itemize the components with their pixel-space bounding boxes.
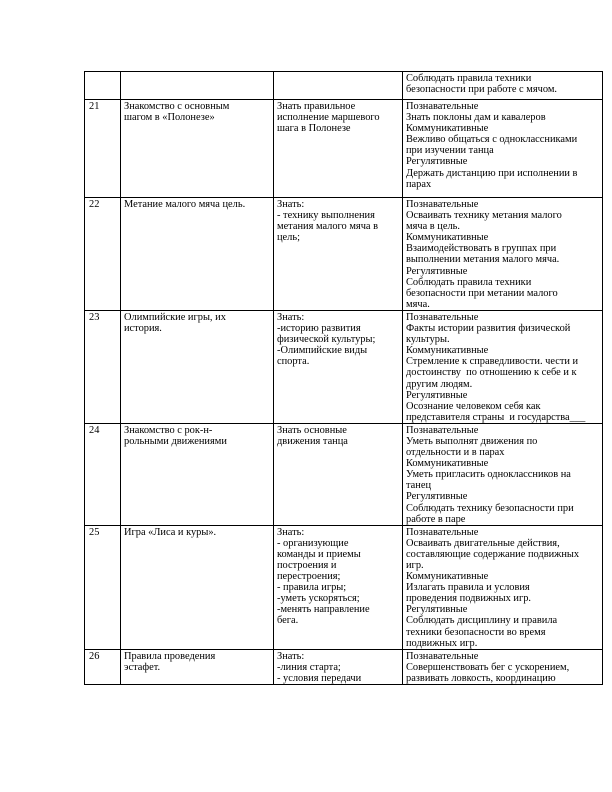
text-line: Регулятивные	[406, 265, 468, 277]
text-line: мяча.	[406, 298, 430, 310]
cell-knowledge	[274, 423, 403, 525]
cell-topic	[121, 423, 274, 525]
cell-number: 24	[85, 423, 121, 525]
text-line: Знакомство с рок-н-	[124, 424, 213, 436]
text-line: эстафет.	[124, 661, 161, 673]
text-line: - условия передачи	[277, 672, 362, 684]
cell-number: 26	[85, 649, 121, 684]
text-line: развивать ловкость, координацию	[406, 672, 556, 684]
text-line: история.	[124, 323, 162, 335]
text-line: Коммуникативные	[406, 123, 489, 135]
text-line: Познавательные	[406, 311, 479, 323]
text-line: игр.	[406, 560, 424, 571]
text-line: работе в паре	[406, 513, 466, 525]
cell-number: 21	[85, 100, 121, 198]
cell-skills	[403, 72, 603, 100]
text-line: Излагать правила и условия	[406, 582, 530, 594]
text-line: представителя страны и государства___	[406, 411, 586, 423]
table-row	[85, 525, 603, 649]
text-line: Знать:	[277, 311, 305, 323]
text-line: - организующие	[277, 537, 349, 549]
text-line: парах	[406, 178, 432, 190]
text-line: Игра «Лиса и куры».	[124, 526, 217, 538]
text-line: Коммуникативные	[406, 345, 489, 357]
text-line: Стремление к справедливости. чести и	[406, 356, 579, 368]
cell-skills	[403, 525, 603, 649]
table-row	[85, 310, 603, 423]
cell-topic	[121, 310, 274, 423]
cell-knowledge	[274, 100, 403, 198]
text-line: Вежливо общаться с одноклассниками	[406, 134, 578, 146]
text-line: Уметь выполнят движения по	[406, 435, 538, 447]
lesson-plan-table	[84, 71, 603, 685]
text-line: Держать дистанцию при исполнении в	[406, 167, 578, 179]
text-line: Правила проведения	[124, 650, 216, 662]
text-line: Регулятивные	[406, 156, 468, 168]
text-line: спорта.	[277, 356, 310, 368]
text-line: Знать поклоны дам и кавалеров	[406, 112, 546, 124]
text-line: физической культуры;	[277, 334, 376, 346]
text-line: Осваивать технику метания малого	[406, 210, 562, 222]
cell-topic	[121, 525, 274, 649]
text-line: Коммуникативные	[406, 571, 489, 583]
text-line: подвижных игр.	[406, 637, 478, 649]
text-line: безопасности при работе с мячом.	[406, 84, 558, 96]
text-line: Осваивать двигательные действия,	[406, 537, 560, 549]
text-line: Познавательные	[406, 526, 479, 538]
text-line: -линия старта;	[277, 661, 341, 673]
text-line: при изучении танца	[406, 145, 494, 157]
text-line: Уметь пригласить одноклассников на	[406, 469, 571, 481]
text-line: -уметь ускоряться;	[277, 593, 360, 605]
text-line: построения и	[277, 560, 337, 571]
text-line: Знать:	[277, 650, 305, 662]
text-line: отдельности и в парах	[406, 447, 505, 459]
table-row	[85, 198, 603, 311]
cell-knowledge	[274, 525, 403, 649]
text-line: -Олимпийские виды	[277, 345, 368, 357]
text-line: Регулятивные	[406, 491, 468, 503]
cell-number: 23	[85, 310, 121, 423]
text-line: Соблюдать правила техники	[406, 73, 532, 84]
table-row	[85, 649, 603, 684]
text-line: движения танца	[277, 435, 348, 447]
text-line: Познавательные	[406, 101, 479, 112]
text-line: исполнение маршевого	[277, 112, 380, 124]
text-line: культуры.	[406, 334, 450, 346]
text-line: шагом в «Полонезе»	[124, 112, 215, 124]
text-line: Коммуникативные	[406, 458, 489, 470]
text-line: Метание малого мяча цель.	[124, 199, 246, 210]
text-line: Познавательные	[406, 199, 479, 210]
cell-topic	[121, 72, 274, 100]
text-line: цель;	[277, 232, 300, 244]
cell-topic	[121, 100, 274, 198]
text-line: проведения подвижных игр.	[406, 593, 532, 605]
text-line: выполнении метания малого мяча.	[406, 254, 560, 266]
text-line: - технику выполнения	[277, 210, 375, 222]
text-line: танец	[406, 480, 432, 492]
text-line: Соблюдать технику безопасности при	[406, 502, 574, 514]
text-line: мяча в цель.	[406, 221, 460, 233]
text-line: Познавательные	[406, 424, 479, 436]
text-line: составляющие содержание подвижных	[406, 548, 580, 560]
text-line: Олимпийские игры, их	[124, 311, 226, 323]
text-line: Коммуникативные	[406, 232, 489, 244]
cell-number: 25	[85, 525, 121, 649]
text-line: Регулятивные	[406, 389, 468, 401]
text-line: перестроения;	[277, 571, 341, 583]
table-row-continuation	[85, 72, 603, 100]
text-line: достоинству по отношению к себе и к	[406, 367, 577, 379]
cell-topic	[121, 649, 274, 684]
text-line: техники безопасности во время	[406, 626, 546, 638]
text-line: Регулятивные	[406, 604, 468, 616]
cell-skills	[403, 100, 603, 198]
text-line: Познавательные	[406, 650, 479, 662]
text-line: Осознание человеком себя как	[406, 400, 541, 412]
text-line: бега.	[277, 615, 299, 627]
text-line: шага в Полонезе	[277, 123, 351, 135]
cell-skills	[403, 649, 603, 684]
cell-number: 22	[85, 198, 121, 311]
text-line: Знать правильное	[277, 101, 356, 112]
cell-knowledge	[274, 198, 403, 311]
cell-skills	[403, 310, 603, 423]
text-line: Знакомство с основным	[124, 101, 230, 112]
text-line: - правила игры;	[277, 582, 347, 594]
text-line: Факты истории развития физической	[406, 323, 571, 335]
cell-topic	[121, 198, 274, 311]
cell-knowledge	[274, 72, 403, 100]
table-row	[85, 100, 603, 198]
cell-number	[85, 72, 121, 100]
text-line: безопасности при метании малого	[406, 287, 558, 299]
cell-skills	[403, 423, 603, 525]
text-line: Взаимодействовать в группах при	[406, 243, 557, 255]
text-line: метания малого мяча в	[277, 221, 379, 233]
cell-knowledge	[274, 649, 403, 684]
text-line: Совершенствовать бег с ускорением,	[406, 661, 570, 673]
text-line: команды и приемы	[277, 548, 361, 560]
text-line: Знать:	[277, 199, 305, 210]
table-row	[85, 423, 603, 525]
text-line: Соблюдать правила техники	[406, 276, 532, 288]
text-line: -менять направление	[277, 604, 370, 616]
text-line: другим людям.	[406, 378, 473, 390]
cell-skills	[403, 198, 603, 311]
text-line: рольными движениями	[124, 435, 227, 447]
text-line: Знать основные	[277, 424, 347, 436]
text-line: Соблюдать дисциплину и правила	[406, 615, 558, 627]
text-line: -историю развития	[277, 323, 361, 335]
text-line: Знать:	[277, 526, 305, 538]
cell-knowledge	[274, 310, 403, 423]
